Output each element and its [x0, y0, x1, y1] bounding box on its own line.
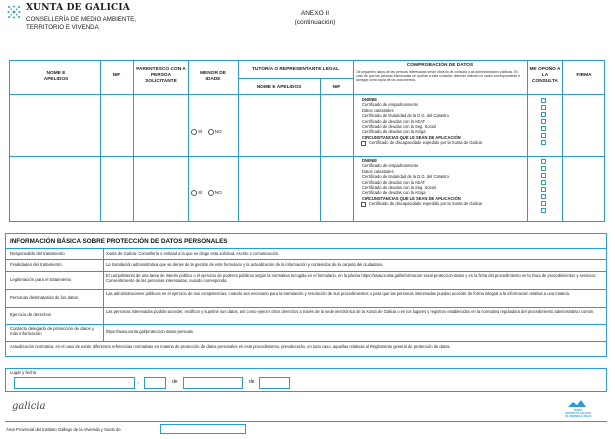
doc-item: Datos catastrales: [362, 107, 394, 113]
family-members-table: [9, 60, 605, 222]
radio-yes-label: SÍ: [198, 190, 203, 196]
dp-normative-note: Actualización normativa: en el caso de existir diferentes referencias normativas en materia de protección de datos personales en este procedimiento, prevalecerán, en todo caso, aquellas relativas al Reglamento general de protección de datos.: [10, 344, 451, 349]
oppose-checkbox[interactable]: [541, 126, 546, 131]
doc-item: Certificado de deudas con la Atriga: [362, 129, 426, 135]
menor-radio-group-row1: [191, 123, 223, 141]
oppose-checkbox[interactable]: [541, 140, 546, 145]
header-opono: ME OPOÑO A LA CONSULTA: [529, 67, 561, 84]
oppose-checkbox[interactable]: [541, 208, 546, 213]
oppose-checkbox[interactable]: [541, 194, 546, 199]
oppose-checkbox[interactable]: [541, 98, 546, 103]
doc-item: Certificado de discapacidade expedido por la Xunta de Galicia: [369, 140, 482, 146]
header-tutor: TUTOR/A O REPRESENTANTE LEGAL: [251, 67, 340, 72]
dp-row-label: Legitimación para el tratamiento: [10, 277, 72, 282]
header-firma: FIRMA: [576, 73, 592, 78]
galicia-brand-logo: galicia: [12, 401, 46, 412]
doc-item: CIRCUNSTANCIAS QUE LE SEAN DE APLICACIÓN: [362, 134, 461, 140]
doc-item: DNI/NIE: [362, 158, 378, 163]
oppose-checkbox[interactable]: [541, 133, 546, 138]
radio-no-label: NO: [214, 190, 222, 196]
header-tutor-nome: NOME E APELIDOS: [256, 85, 302, 90]
data-protection-title: INFORMACIÓN BÁSICA SOBRE PROTECCIÓN DE DATOS PERSONALES: [10, 238, 228, 245]
igvs-logo-line-1: XUNTA: [573, 409, 583, 412]
doc-item: Datos catastrales: [362, 168, 394, 174]
radio-no-row1[interactable]: [208, 129, 214, 135]
place-date-box: [5, 368, 607, 392]
month-input[interactable]: [183, 377, 243, 389]
dp-row-label: Contacto delegado de protección de datos y más información: [10, 326, 95, 337]
header-comprobacion: COMPROBACIÓN DE DATOS: [406, 63, 474, 68]
header-menor-idade: MENOR DE IDADE: [200, 71, 226, 82]
oppose-checkbox[interactable]: [541, 105, 546, 110]
department-name: [26, 16, 136, 31]
oppose-checkbox[interactable]: [541, 180, 546, 185]
igvs-logo-text: [559, 409, 597, 418]
dp-row-label: Personas destinatarias de los datos: [10, 295, 79, 300]
area-provincial-label: Área Provincial del Instituto Gallego de la Vivienda y Suelo de: [6, 427, 121, 432]
oppose-checkbox[interactable]: [541, 166, 546, 171]
doc-item: Certificado de deudas con la Seg. Social: [362, 185, 436, 191]
place-date-label: Lugar y fecha: [10, 370, 37, 375]
oppose-checkbox[interactable]: [541, 173, 546, 178]
oppose-checkbox[interactable]: [541, 112, 546, 117]
radio-yes-row2[interactable]: [191, 190, 197, 196]
year-input[interactable]: [259, 377, 290, 389]
dp-row-value: Las personas interesadas podrán acceder, rectificar y suprimir sus datos, así como ejercer otros derechos a través de la sede electrónica de la Xunta de Galicia o en los lugares y registros establecidos en la normativa reguladora del procedimiento administrativo común.: [106, 309, 595, 314]
radio-yes-label: SÍ: [198, 129, 203, 135]
doc-item: CIRCUNSTANCIAS QUE LE SEAN DE APLICACIÓN: [362, 195, 461, 201]
igvs-logo-icon: [567, 399, 587, 408]
igvs-logo-line-3: DA VIVENDA E SOLO: [564, 415, 592, 418]
oppose-checkbox[interactable]: [541, 201, 546, 206]
day-input[interactable]: [144, 377, 166, 389]
doc-item: Certificado de titularidad de la D.G. del Catastro: [362, 174, 449, 180]
header-comprobacion-note: Os seguintes datos de las persoas interesadas serán obxecto de consulta a as administracións públicas. En caso de que las persoas interesadas se opoñan a esta consulta, deberán indicalo no cadro correspondente e achegar unha copia de los documentos.: [356, 70, 520, 83]
radio-no-label: NO: [214, 129, 222, 135]
xunta-cross-logo-icon: [6, 4, 22, 20]
dp-row-value: La tramitación administrativa que se derive de la gestión de este formulario y la actualización de la información y contenidos de la carpeta del ciudadano.: [106, 262, 384, 267]
doc-item: Certificado de deudas con la AEAT: [362, 118, 426, 124]
annex-subtitle: (continuación): [294, 19, 336, 26]
de-label-2: de: [249, 379, 255, 385]
annex-title: ANEXO II: [300, 10, 330, 17]
docs-list-row2: [362, 158, 482, 207]
discapacidade-checkbox-row2[interactable]: [361, 202, 366, 207]
department-line-1: CONSELLERÍA DE MEDIO AMBIENTE,: [26, 16, 137, 23]
oppose-checkbox[interactable]: [541, 119, 546, 124]
menor-radio-group-row2: [191, 184, 223, 202]
doc-item: DNI/NIE: [362, 97, 378, 102]
header-nif: NIF: [112, 73, 121, 78]
doc-item: Certificado de titularidad de la D.G. del Catastro: [362, 113, 449, 119]
department-line-2: TERRITORIO E VIVENDA: [26, 23, 99, 31]
igvs-logo-line-2: INSTITUTO GALEGO: [565, 412, 591, 415]
dp-row-label: Ejercicio de derechos: [10, 312, 52, 317]
dp-row-value: Xunta de Galicia. Consellería o entidad a la que se dirige esta solicitud, escrito o comunicación.: [106, 251, 280, 256]
doc-item: Certificado de empadroamento: [362, 163, 419, 169]
place-input[interactable]: [14, 377, 135, 389]
area-provincial-input[interactable]: [160, 424, 246, 434]
de-label-1: de: [172, 379, 178, 385]
header-parentesco: PARENTESCO CON A PERSOA SOLICITANTE: [136, 67, 186, 84]
dp-row-value: Las administraciones públicas en el ejercicio de sus competencias, cuando sea necesario para la tramitación y resolución de sus procedimientos o para que las personas interesadas puedan acceder de forma integral a la información relativa a una materia.: [106, 291, 570, 296]
oppose-checkbox[interactable]: [541, 187, 546, 192]
org-name: XUNTA DE GALICIA: [26, 3, 130, 13]
data-protection-table: [5, 233, 607, 357]
dp-row-label: Responsable del tratamiento: [10, 251, 65, 256]
doc-item: Certificado de discapacidade expedido por la Xunta de Galicia: [369, 201, 482, 207]
doc-item: Certificado de deudas con la Seg. Social: [362, 124, 436, 130]
radio-no-row2[interactable]: [208, 190, 214, 196]
docs-list-row1: [362, 97, 482, 146]
header-tutor-nif: NIF: [332, 85, 341, 90]
discapacidade-checkbox-row1[interactable]: [361, 141, 366, 146]
radio-yes-row1[interactable]: [191, 129, 197, 135]
doc-item: Certificado de deudas con la Atriga: [362, 190, 426, 196]
doc-item: Certificado de empadroamento: [362, 102, 419, 108]
dp-row-value: El cumplimiento de una tarea de interés público o el ejercicio de poderes públicos según la normativa recogida en el formulario, en la páxina https://www.xunta.gal/informacion-xeral-proteccion-datos y en la ficha del procedimiento en la Guía de procedimientos y servicios. Consentimiento de las personas interesadas, cuando corresponda.: [106, 273, 597, 284]
oppose-checkbox[interactable]: [541, 159, 546, 164]
header-nome-apelidos: NOME E APELIDOS: [43, 71, 69, 82]
dp-row-value: https://www.xunta.gal/proteccion-datos-persoais: [106, 329, 193, 334]
dp-row-label: Finalidades del tratamiento: [10, 262, 62, 267]
doc-item: Certificado de deudas con la AEAT: [362, 179, 426, 185]
comma-separator: ,: [138, 379, 140, 385]
